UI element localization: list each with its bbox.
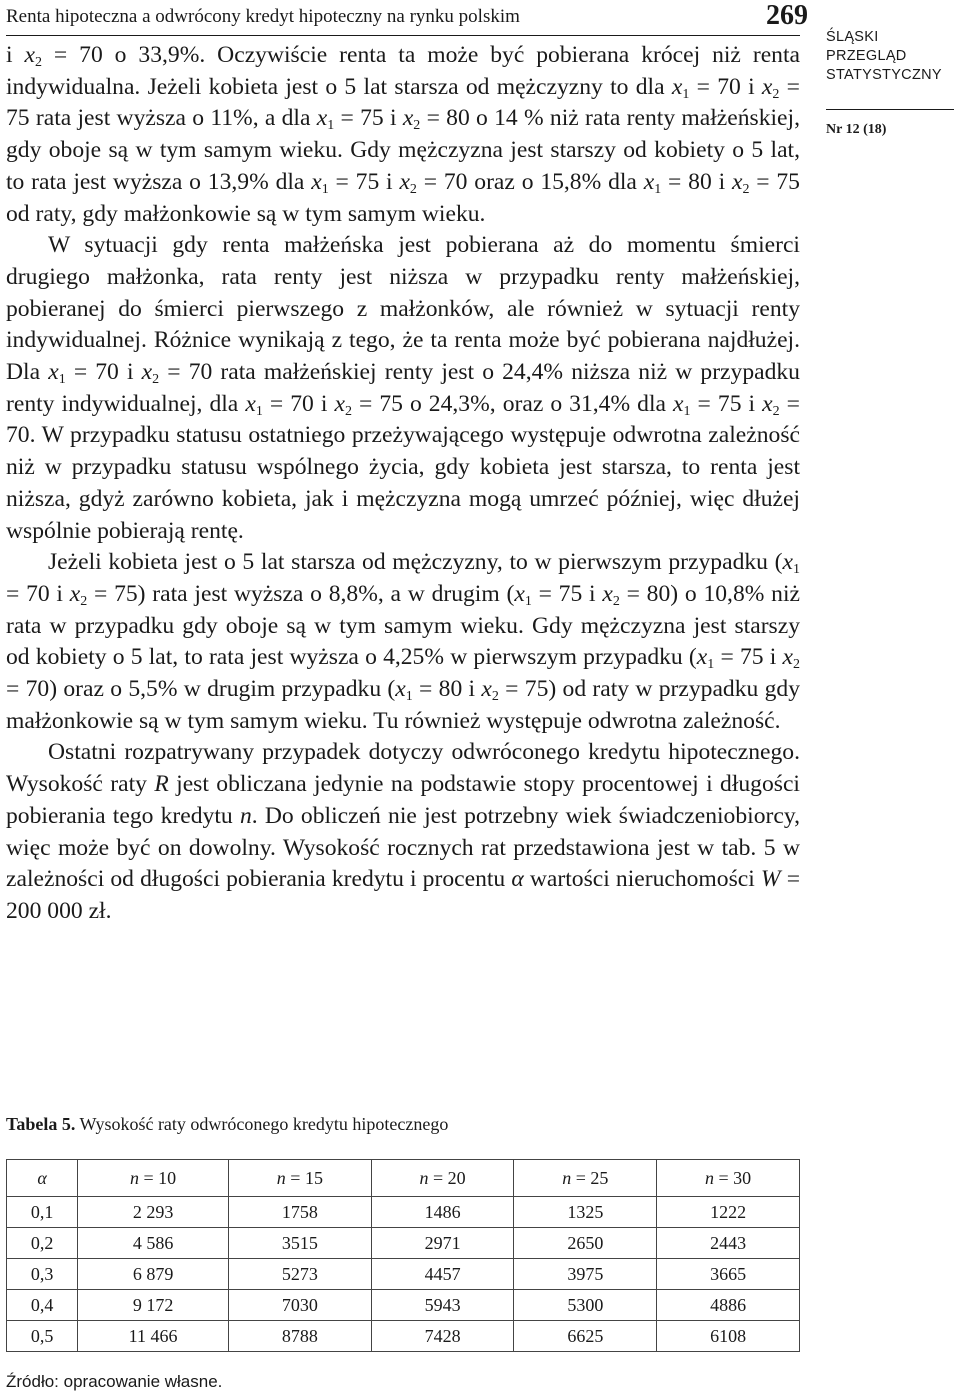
paragraph-3: Jeżeli kobieta jest o 5 lat starsza od mężczyzny, to w pierwszym przypadku ($x_1 = 70$ i $x_2 = 75$) rata jest wyższa o 8,8%, a w drugim ($x_1 = 75$ i $x_2 = 80$) o 10,8% niż rata w przypadku gdy oboje są w tym samym wieku. Gdy mężczyzna jest starszy od kobiety o 5 lat, to rata jest wyższa o 4,25% w pierwszym przypadku ($x_1 = 75$ i $x_2 = 70$) oraz o 5,5% w drugim przypadku ($x_1 = 80$ i $x_2 = 75$) od raty w przypadku gdy małżonkowie są w tym samym wieku. Tu również występuje odwrotna zależność. <box>6 549 800 734</box>
table-cell: 7428 <box>371 1321 514 1352</box>
table-cell: 2 293 <box>78 1197 229 1228</box>
header-rule <box>6 35 800 36</box>
journal-name-line-1: ŚLĄSKI <box>826 29 879 45</box>
table-row <box>7 1259 800 1290</box>
table-cell: 1222 <box>657 1197 800 1228</box>
table-caption <box>6 1113 448 1135</box>
alpha-cell: 0,4 <box>7 1290 78 1321</box>
table-row <box>7 1228 800 1259</box>
table-cell: 4457 <box>371 1259 514 1290</box>
paragraph-2: W sytuacji gdy renta małżeńska jest pobierana aż do momentu śmierci drugiego małżonka, rata renty jest niższa w przypadku renty małżeńskiej, pobieranej do śmierci pierwszego z małżonków, ale również w sytuacji renty indywidualnej. Różnice wynikają z tego, że ta renta może być pobierana najdłużej. Dla $x_1 = 70$ i $x_2 = 70$ rata małżeńskiej renty jest o 24,4% niższa niż w przypadku renty indywidualnej, dla $x_1 = 70$ i $x_2 = 75$ o 24,3%, oraz o 31,4% dla $x_1 = 75$ i $x_2 = 70$. W przypadku statusu ostatniego przeżywającego występuje odwrotna zależność niż w przypadku statusu wspólnego życia, gdy kobieta jest starsza, to renta jest niższa, gdyż zarówno kobieta, jak i mężczyzna mogą umrzeć później, więc dłużej wspólnie pobierają rentę. <box>6 232 800 544</box>
table-cell: 1325 <box>514 1197 657 1228</box>
page-number: 269 <box>766 0 808 31</box>
table-cell: 3515 <box>229 1228 372 1259</box>
alpha-cell: 0,5 <box>7 1321 78 1352</box>
journal-name <box>826 28 942 85</box>
table-cell: 8788 <box>229 1321 372 1352</box>
table-cell: 3665 <box>657 1259 800 1290</box>
table-cell: 7030 <box>229 1290 372 1321</box>
table-cell: 1486 <box>371 1197 514 1228</box>
rate-table <box>6 1159 800 1352</box>
paragraph-4: Ostatni rozpatrywany przypadek dotyczy odwróconego kredytu hipotecznego. Wysokość raty R jest obliczana jedynie na podstawie stopy procentowej i długości pobierania tego kredytu n. Do obliczeń nie jest potrzebny wiek świadczeniobiorcy, więc może być on dowolny. Wysokość rocznych rat przedstawiona jest w tab. 5 w zależności od długości pobierania kredytu i procentu α wartości nieruchomości W = 200 000 zł. <box>6 739 800 924</box>
table-row <box>7 1197 800 1228</box>
table-cell: 4886 <box>657 1290 800 1321</box>
table-cell: 2650 <box>514 1228 657 1259</box>
alpha-cell: 0,1 <box>7 1197 78 1228</box>
column-header-n20: n = 20 <box>371 1160 514 1197</box>
running-title: Renta hipoteczna a odwrócony kredyt hipoteczny na rynku polskim <box>6 6 520 27</box>
journal-name-line-2: PRZEGLĄD <box>826 48 907 64</box>
column-header-n25: n = 25 <box>514 1160 657 1197</box>
table-cell: 1758 <box>229 1197 372 1228</box>
table-cell: 9 172 <box>78 1290 229 1321</box>
table-cell: 6625 <box>514 1321 657 1352</box>
body-text <box>6 40 800 928</box>
table-cell: 3975 <box>514 1259 657 1290</box>
paragraph-1: i $x_2 = 70$ o 33,9%. Oczywiście renta ta może być pobierana krócej niż renta indywidualna. Jeżeli kobieta jest o 5 lat starsza od mężczyzny to dla $x_1 = 70$ i $x_2 = 75$ rata jest wyższa o 11%, a dla $x_1 = 75$ i $x_2 = 80$ o 14 % niż rata renty małżeńskiej, gdy oboje są w tym samym wieku. Gdy mężczyzna jest starszy od kobiety o 5 lat, to rata jest wyższa o 13,9% dla $x_1 = 75$ i $x_2 = 70$ oraz o 15,8% dla $x_1 = 80$ i $x_2 = 75$ od raty, gdy małżonkowie są w tym samym wieku. <box>6 42 800 227</box>
table-row <box>7 1321 800 1352</box>
column-header-n10: n = 10 <box>78 1160 229 1197</box>
table-cell: 2443 <box>657 1228 800 1259</box>
table-header-row <box>7 1160 800 1197</box>
journal-issue: Nr 12 (18) <box>826 122 887 137</box>
table-caption-label: Tabela 5. <box>6 1114 76 1134</box>
column-header-alpha: α <box>7 1160 78 1197</box>
table-cell: 2971 <box>371 1228 514 1259</box>
journal-rule <box>826 109 954 110</box>
column-header-n30: n = 30 <box>657 1160 800 1197</box>
table-row <box>7 1290 800 1321</box>
alpha-cell: 0,3 <box>7 1259 78 1290</box>
table-cell: 11 466 <box>78 1321 229 1352</box>
journal-name-line-3: STATYSTYCZNY <box>826 67 942 83</box>
table-cell: 6108 <box>657 1321 800 1352</box>
table-cell: 5300 <box>514 1290 657 1321</box>
table-cell: 4 586 <box>78 1228 229 1259</box>
table-caption-text: Wysokość raty odwróconego kredytu hipotecznego <box>75 1114 449 1134</box>
table-source: Źródło: opracowanie własne. <box>6 1372 223 1391</box>
table-cell: 5943 <box>371 1290 514 1321</box>
column-header-n15: n = 15 <box>229 1160 372 1197</box>
table-cell: 5273 <box>229 1259 372 1290</box>
alpha-cell: 0,2 <box>7 1228 78 1259</box>
table-cell: 6 879 <box>78 1259 229 1290</box>
